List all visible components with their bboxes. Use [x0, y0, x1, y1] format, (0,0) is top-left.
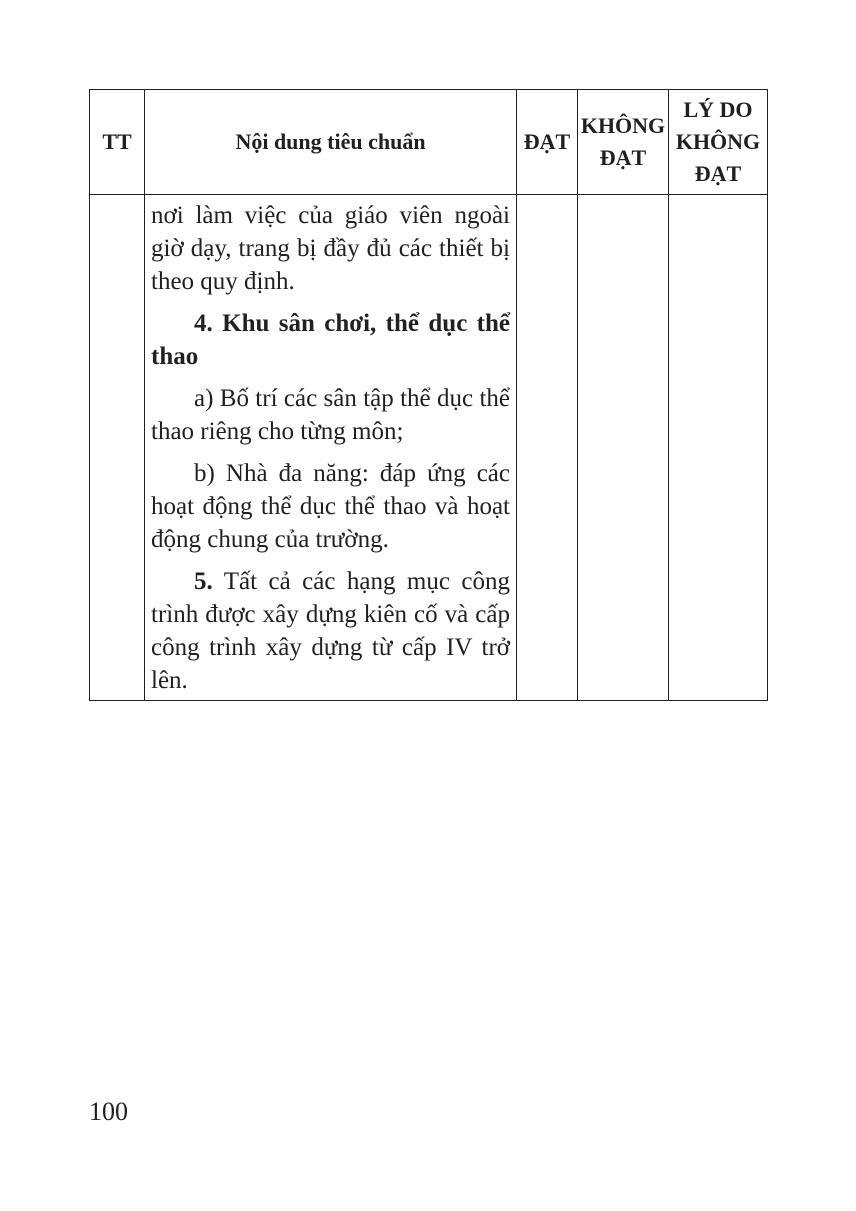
cell-tt: [90, 195, 145, 701]
header-khong-dat-line1: KHÔNG: [580, 113, 666, 138]
cell-khong-dat: [578, 195, 669, 701]
header-ly-do-line1: LÝ DO: [683, 97, 753, 122]
header-ly-do: [669, 90, 768, 195]
paragraph-workplace: nơi làm việc của giáo viên ngoài giờ dạy, trang bị đầy đủ các thiết bị theo quy định.: [151, 202, 510, 295]
header-dat-label: ĐẠT: [523, 129, 571, 154]
cell-ly-do: [669, 195, 768, 701]
page-number: 100: [89, 1097, 128, 1126]
table-header-row: [90, 90, 768, 195]
item-5-number: 5.: [194, 568, 213, 595]
cell-dat: [517, 195, 578, 701]
item-5-text: Tất cả các hạng mục công trình được xây dựng kiên cố và cấp công trình xây dựng từ cấp IV trở lên.: [151, 568, 510, 694]
header-dat: [517, 90, 578, 195]
header-tt-label: TT: [102, 129, 132, 154]
header-tt: [90, 90, 145, 195]
paragraph-item-a: a) Bố trí các sân tập thể dục thể thao riêng cho từng môn;: [151, 385, 510, 445]
paragraph-item-b: b) Nhà đa năng: đáp ứng các hoạt động thể dục thể thao và hoạt động chung của trường.: [151, 460, 510, 553]
paragraph-item-5: [151, 565, 510, 697]
cell-content: [145, 195, 517, 701]
header-content: [145, 90, 517, 195]
table-row: [90, 195, 768, 701]
paragraph-heading-sports: 4. Khu sân chơi, thể dục thể thao: [151, 310, 510, 370]
header-content-label: Nội dung tiêu chuẩn: [235, 129, 426, 154]
header-khong-dat-line2: ĐẠT: [599, 145, 647, 170]
header-khong-dat: [578, 90, 669, 195]
header-ly-do-line3: ĐẠT: [694, 161, 742, 186]
header-ly-do-line2: KHÔNG: [675, 129, 761, 154]
standards-table: [89, 89, 768, 701]
